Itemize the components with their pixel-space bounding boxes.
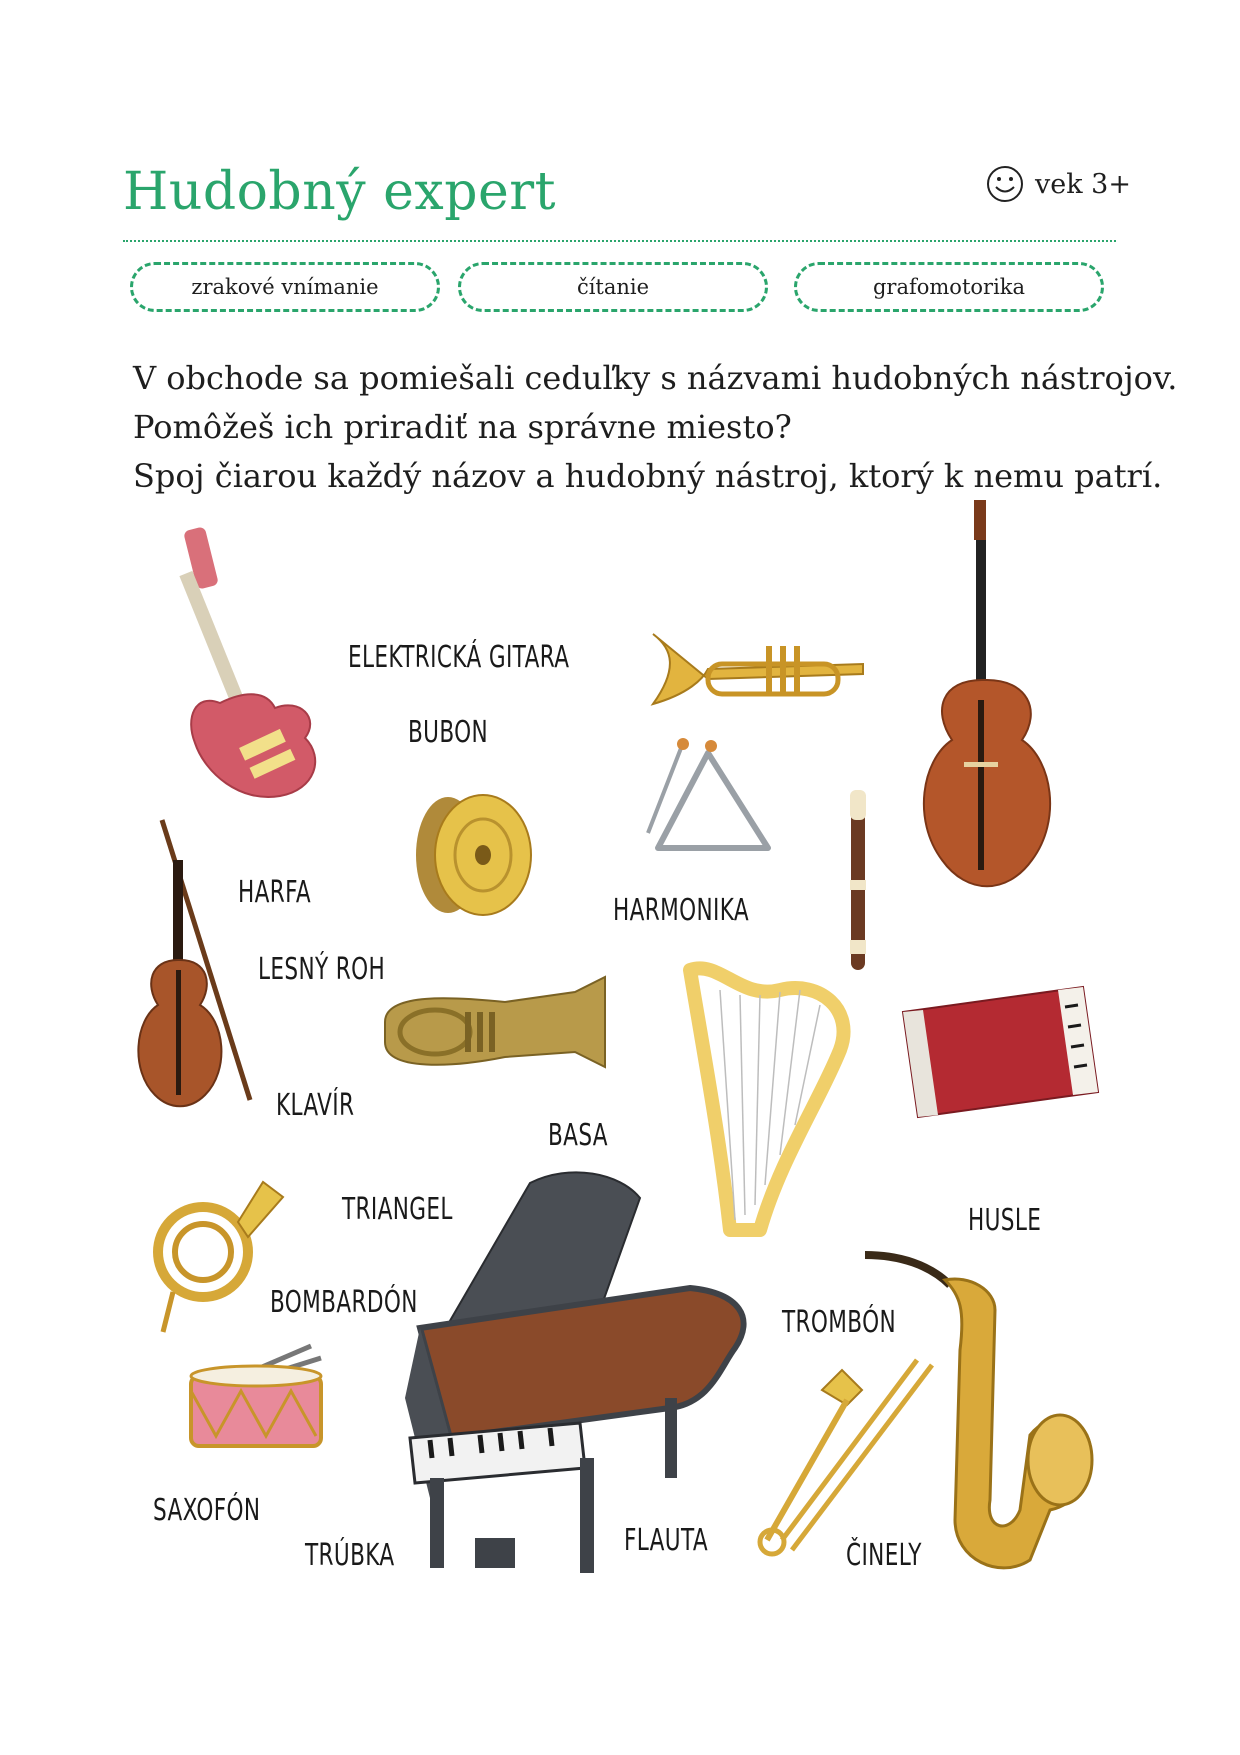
- label-bombardon: BOMBARDÓN: [270, 1285, 418, 1320]
- age-badge: [985, 164, 1131, 204]
- instruction-line-2: Pomôžeš ich priradiť na správne miesto?: [133, 408, 792, 446]
- label-klavir: KLAVÍR: [276, 1088, 355, 1123]
- label-triangel: TRIANGEL: [342, 1192, 453, 1227]
- label-flauta: FLAUTA: [624, 1523, 709, 1558]
- trumpet-picture: [648, 624, 868, 714]
- label-basa: BASA: [548, 1118, 608, 1153]
- label-trubka: TRÚBKA: [305, 1538, 395, 1573]
- label-saxofon: SAXOFÓN: [153, 1493, 261, 1528]
- label-harmonika: HARMONIKA: [613, 893, 750, 928]
- label-cinely: ČINELY: [846, 1538, 922, 1573]
- french-horn-picture: [143, 1172, 283, 1332]
- label-bubon: BUBON: [408, 715, 489, 750]
- double-bass-picture: [912, 500, 1062, 900]
- page-title: Hudobný expert: [123, 162, 557, 222]
- skill-tag-reading: čítanie: [458, 262, 768, 312]
- saxophone-picture: [860, 1250, 1100, 1580]
- drum-picture: [186, 1346, 326, 1456]
- label-husle: HUSLE: [968, 1203, 1042, 1238]
- accordion-picture: [893, 982, 1103, 1122]
- title-divider: [123, 240, 1116, 242]
- label-trombon: TROMBÓN: [782, 1305, 896, 1340]
- age-label: vek 3+: [1035, 168, 1131, 200]
- recorder-flute-picture: [846, 790, 870, 970]
- violin-picture: [130, 820, 260, 1110]
- smiley-face-icon: [985, 164, 1025, 204]
- skill-tag-visual-perception: zrakové vnímanie: [130, 262, 440, 312]
- cymbals-picture: [408, 790, 533, 925]
- triangle-picture: [638, 738, 778, 863]
- instruction-line-1: V obchode sa pomiešali ceduľky s názvami hudobných nástrojov.: [133, 359, 1178, 397]
- grand-piano-picture: [390, 1168, 760, 1588]
- skill-tag-fine-motor: grafomotorika: [794, 262, 1104, 312]
- electric-guitar-picture: [180, 528, 330, 808]
- label-lesny-roh: LESNÝ ROH: [258, 952, 386, 987]
- tuba-picture: [375, 972, 605, 1092]
- instruction-line-3: Spoj čiarou každý názov a hudobný nástroj, ktorý k nemu patrí.: [133, 457, 1163, 495]
- label-harfa: HARFA: [238, 875, 312, 910]
- label-elektricka-gitara: ELEKTRICKÁ GITARA: [348, 640, 570, 675]
